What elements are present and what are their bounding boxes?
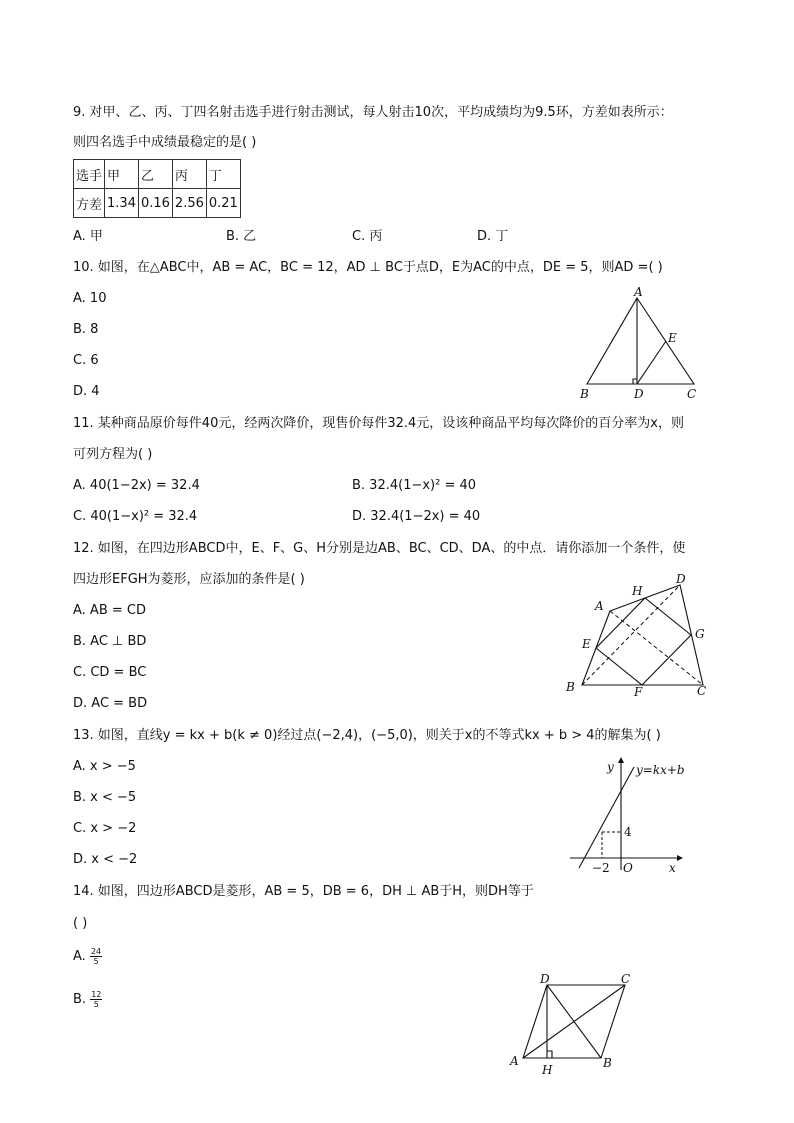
q14-option-b[interactable] [73, 990, 102, 1009]
q13-option-c[interactable]: C. x > −2 [73, 821, 137, 836]
table-cell: 方差 [74, 189, 105, 218]
line-graph-figure [565, 757, 695, 877]
y-axis-label: y [607, 760, 614, 774]
label-a: A [634, 285, 643, 299]
label-d: D [634, 387, 644, 401]
q9-stem-line2: 则四名选手中成绩最稳定的是( ) [73, 135, 257, 150]
table-cell: 乙 [138, 160, 172, 189]
table-row [74, 189, 241, 218]
q11-stem-line2: 可列方程为( ) [73, 447, 153, 462]
q9-option-b[interactable]: B. 乙 [226, 229, 257, 244]
denominator: 5 [93, 957, 99, 966]
numerator: 24 [90, 947, 102, 956]
q10-option-b[interactable]: B. 8 [73, 322, 99, 337]
table-cell: 0.21 [206, 189, 240, 218]
q10-option-d[interactable]: D. 4 [73, 384, 100, 399]
q14-stem: 14. 如图，四边形ABCD是菱形，AB = 5，DB = 6，DH ⊥ AB于H，则DH等于 [73, 884, 534, 899]
q12-option-c[interactable]: C. CD = BC [73, 665, 147, 680]
fraction [90, 947, 102, 966]
rhombus-figure [505, 970, 640, 1080]
label-c: C [621, 972, 631, 986]
table-cell: 2.56 [172, 189, 206, 218]
label-b: B [580, 387, 589, 401]
table-cell: 选手 [74, 160, 105, 189]
q10-option-a[interactable]: A. 10 [73, 291, 107, 306]
q11-option-a[interactable]: A. 40(1−2x) = 32.4 [73, 478, 200, 493]
q13-stem: 13. 如图，直线y = kx + b(k ≠ 0)经过点(−2,4)，(−5,0)，则关于x的不等式kx + b > 4的解集为( ) [73, 728, 661, 743]
label-a: A [510, 1054, 519, 1068]
q13-option-b[interactable]: B. x < −5 [73, 790, 137, 805]
table-cell: 0.16 [138, 189, 172, 218]
table-cell: 丙 [172, 160, 206, 189]
label-b: B [566, 680, 575, 694]
label-b: B [603, 1056, 612, 1070]
q9-option-a[interactable]: A. 甲 [73, 229, 103, 244]
numerator: 12 [91, 990, 102, 999]
q11-stem-line1: 11. 某种商品原价每件40元，经两次降价，现售价每件32.4元，设该种商品平均每次降价的百分率为x，则 [73, 416, 684, 431]
q12-option-d[interactable]: D. AC = BD [73, 696, 148, 711]
label-d: D [540, 972, 550, 986]
triangle-figure [578, 285, 703, 403]
table-header-row [74, 160, 241, 189]
q13-option-a[interactable]: A. x > −5 [73, 759, 136, 774]
x-axis-label: x [669, 861, 676, 875]
label-c: C [687, 387, 697, 401]
variance-table [73, 159, 241, 218]
q12-stem-line1: 12. 如图，在四边形ABCD中，E、F、G、H分别是边AB、BC、CD、DA、的中点．请你添加一个条件，使 [73, 541, 686, 556]
q11-option-b[interactable]: B. 32.4(1−x)² = 40 [352, 478, 477, 493]
quadrilateral-figure [562, 570, 712, 700]
label-origin: O [623, 861, 633, 875]
q12-option-b[interactable]: B. AC ⊥ BD [73, 634, 147, 649]
label-f: F [634, 685, 643, 699]
line-label: y=kx+b [636, 763, 685, 777]
label-neg-two: −2 [592, 861, 610, 875]
q9-option-d[interactable]: D. 丁 [477, 229, 509, 244]
label-d: D [676, 572, 686, 586]
q10-option-c[interactable]: C. 6 [73, 353, 99, 368]
q9-stem-line1: 9. 对甲、乙、丙、丁四名射击选手进行射击测试，每人射击10次，平均成绩均为9.5环，方差如表所示： [73, 105, 673, 120]
label-a: A [595, 599, 604, 613]
q14-option-a[interactable] [73, 947, 102, 966]
table-cell: 丁 [206, 160, 240, 189]
q12-stem-line2: 四边形EFGH为菱形，应添加的条件是( ) [73, 572, 305, 587]
q12-option-a[interactable]: A. AB = CD [73, 603, 146, 618]
label-four: 4 [624, 825, 632, 839]
q11-option-d[interactable]: D. 32.4(1−2x) = 40 [352, 509, 481, 524]
option-prefix: B. [73, 992, 87, 1007]
q13-option-d[interactable]: D. x < −2 [73, 852, 138, 867]
label-h: H [632, 584, 643, 598]
denominator: 5 [93, 1000, 99, 1009]
label-h: H [542, 1063, 553, 1077]
q11-option-c[interactable]: C. 40(1−x)² = 32.4 [73, 509, 198, 524]
label-e: E [582, 637, 591, 651]
label-c: C [697, 684, 707, 698]
table-cell: 1.34 [105, 189, 139, 218]
q9-option-c[interactable]: C. 丙 [352, 229, 383, 244]
fraction [90, 990, 102, 1009]
q10-stem: 10. 如图，在△ABC中，AB = AC，BC = 12，AD ⊥ BC于点D，E为AC的中点，DE = 5，则AD =( ) [73, 260, 663, 275]
q14-paren: ( ) [73, 916, 88, 931]
option-prefix: A. [73, 949, 86, 964]
label-g: G [695, 627, 705, 641]
table-cell: 甲 [105, 160, 139, 189]
label-e: E [668, 331, 677, 345]
